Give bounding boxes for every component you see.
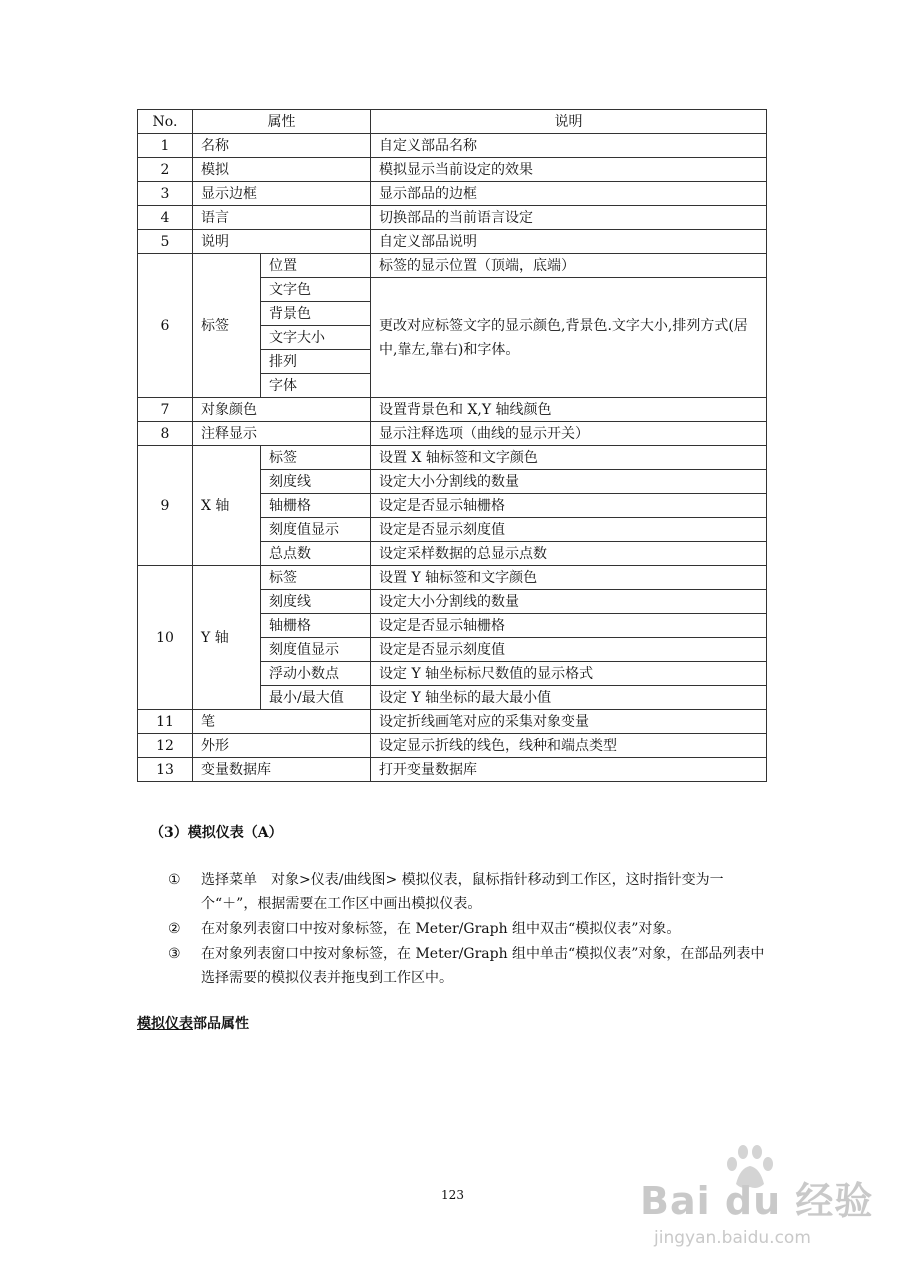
row-description: 设定 Y 轴坐标标尺数值的显示格式 — [371, 662, 767, 686]
row-no: 1 — [138, 134, 193, 158]
section-heading: （3）模拟仪表（A） — [150, 825, 283, 841]
row-description: 设置 X 轴标签和文字颜色 — [371, 446, 767, 470]
row-no: 9 — [138, 446, 193, 566]
row-description: 标签的显示位置（顶端，底端） — [371, 254, 767, 278]
row-no: 4 — [138, 206, 193, 230]
table-row — [138, 710, 767, 734]
row-attribute: 名称 — [193, 134, 371, 158]
step-text: 选择菜单 对象>仪表/曲线图> 模拟仪表，鼠标指针移动到工作区，这时指针变为一个“＋”，根据需要在工作区中画出模拟仪表。 — [201, 872, 724, 912]
row-no: 7 — [138, 398, 193, 422]
row-attribute: 显示边框 — [193, 182, 371, 206]
header-attribute: 属性 — [193, 110, 371, 134]
watermark-url: jingyan.baidu.com — [654, 1228, 811, 1248]
row-description: 更改对应标签文字的显示颜色,背景色.文字大小,排列方式(居中,靠左,靠右)和字体。 — [371, 278, 767, 398]
table-row — [138, 182, 767, 206]
row-description: 设定采样数据的总显示点数 — [371, 542, 767, 566]
row-sub-attribute: 刻度值显示 — [261, 518, 371, 542]
table-row — [138, 446, 767, 470]
table-row — [138, 254, 767, 278]
table-row — [138, 566, 767, 590]
table-row — [138, 398, 767, 422]
step-number: ② — [168, 921, 181, 937]
row-attribute: 笔 — [193, 710, 371, 734]
row-sub-attribute: 总点数 — [261, 542, 371, 566]
step-number: ① — [168, 872, 181, 888]
row-no: 6 — [138, 254, 193, 398]
table-row — [138, 206, 767, 230]
row-description: 切换部品的当前语言设定 — [371, 206, 767, 230]
step-text: 在对象列表窗口中按对象标签，在 Meter/Graph 组中单击“模拟仪表”对象，在部品列表中选择需要的模拟仪表并拖曳到工作区中。 — [201, 946, 765, 986]
row-attribute: 对象颜色 — [193, 398, 371, 422]
row-description: 设定显示折线的线色，线种和端点类型 — [371, 734, 767, 758]
list-item — [168, 917, 768, 941]
list-item — [168, 868, 768, 916]
row-sub-attribute: 标签 — [261, 566, 371, 590]
row-description: 显示部品的边框 — [371, 182, 767, 206]
header-no: No. — [138, 110, 193, 134]
row-attribute: X 轴 — [193, 446, 261, 566]
row-sub-attribute: 轴栅格 — [261, 614, 371, 638]
row-description: 打开变量数据库 — [371, 758, 767, 782]
row-sub-attribute: 刻度线 — [261, 590, 371, 614]
properties-table — [137, 109, 767, 782]
header-description: 说明 — [371, 110, 767, 134]
row-attribute: 模拟 — [193, 158, 371, 182]
row-sub-attribute: 刻度值显示 — [261, 638, 371, 662]
row-no: 3 — [138, 182, 193, 206]
table-header-row — [138, 110, 767, 134]
row-attribute: Y 轴 — [193, 566, 261, 710]
row-description: 设定 Y 轴坐标的最大最小值 — [371, 686, 767, 710]
row-description: 设定大小分割线的数量 — [371, 590, 767, 614]
row-attribute: 说明 — [193, 230, 371, 254]
row-no: 11 — [138, 710, 193, 734]
row-sub-attribute: 文字大小 — [261, 326, 371, 350]
row-attribute: 标签 — [193, 254, 261, 398]
row-description: 设定是否显示刻度值 — [371, 638, 767, 662]
row-attribute: 外形 — [193, 734, 371, 758]
table-row — [138, 422, 767, 446]
row-description: 设置 Y 轴标签和文字颜色 — [371, 566, 767, 590]
row-sub-attribute: 排列 — [261, 350, 371, 374]
row-sub-attribute: 轴栅格 — [261, 494, 371, 518]
list-item — [168, 942, 768, 990]
row-description: 设置背景色和 X,Y 轴线颜色 — [371, 398, 767, 422]
row-sub-attribute: 刻度线 — [261, 470, 371, 494]
table-row — [138, 158, 767, 182]
row-sub-attribute: 字体 — [261, 374, 371, 398]
row-sub-attribute: 文字色 — [261, 278, 371, 302]
table-row — [138, 230, 767, 254]
row-no: 8 — [138, 422, 193, 446]
row-description: 自定义部品名称 — [371, 134, 767, 158]
page-number: 123 — [441, 1188, 464, 1202]
table-row — [138, 734, 767, 758]
row-description: 显示注释选项（曲线的显示开关） — [371, 422, 767, 446]
properties-title-underlined: 模拟仪表 — [137, 1016, 193, 1032]
row-description: 设定折线画笔对应的采集对象变量 — [371, 710, 767, 734]
row-attribute: 语言 — [193, 206, 371, 230]
row-description: 设定大小分割线的数量 — [371, 470, 767, 494]
watermark-brand: Bai du 经验 — [640, 1179, 874, 1223]
row-sub-attribute: 背景色 — [261, 302, 371, 326]
row-no: 2 — [138, 158, 193, 182]
row-no: 5 — [138, 230, 193, 254]
row-sub-attribute: 最小/最大值 — [261, 686, 371, 710]
row-sub-attribute: 浮动小数点 — [261, 662, 371, 686]
row-sub-attribute: 位置 — [261, 254, 371, 278]
row-description: 设定是否显示轴栅格 — [371, 614, 767, 638]
table-row — [138, 758, 767, 782]
step-list — [168, 868, 768, 991]
table-row — [138, 134, 767, 158]
properties-title-rest: 部品属性 — [193, 1016, 249, 1032]
row-description: 设定是否显示刻度值 — [371, 518, 767, 542]
properties-title — [137, 1013, 249, 1033]
row-no: 12 — [138, 734, 193, 758]
row-description: 自定义部品说明 — [371, 230, 767, 254]
step-number: ③ — [168, 946, 181, 962]
row-attribute: 变量数据库 — [193, 758, 371, 782]
row-no: 10 — [138, 566, 193, 710]
baidu-watermark — [640, 1140, 880, 1260]
row-description: 模拟显示当前设定的效果 — [371, 158, 767, 182]
row-description: 设定是否显示轴栅格 — [371, 494, 767, 518]
step-text: 在对象列表窗口中按对象标签，在 Meter/Graph 组中双击“模拟仪表”对象。 — [201, 921, 681, 937]
row-attribute: 注释显示 — [193, 422, 371, 446]
row-sub-attribute: 标签 — [261, 446, 371, 470]
row-no: 13 — [138, 758, 193, 782]
